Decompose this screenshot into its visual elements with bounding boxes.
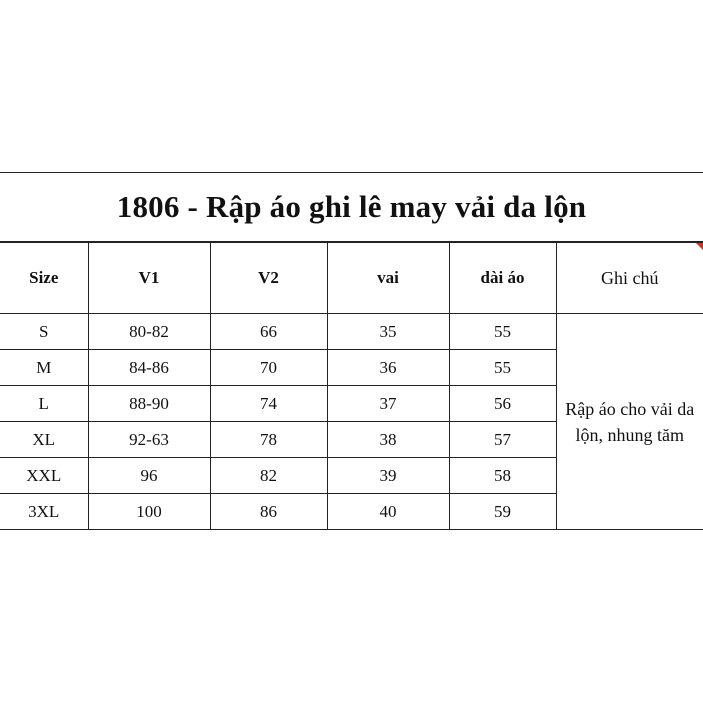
cell-v2: 78 [210,422,327,458]
note-cell: Rập áo cho vải da lộn, nhung tăm [556,314,703,530]
cell-v2: 70 [210,350,327,386]
header-dai-ao: dài áo [449,243,556,314]
cell-vai: 39 [327,458,449,494]
cell-vai: 40 [327,494,449,530]
sheet-title: 1806 - Rập áo ghi lê may vải da lộn [0,172,703,242]
cell-v1: 80-82 [88,314,210,350]
cell-vai: 38 [327,422,449,458]
cell-v2: 82 [210,458,327,494]
cell-dai-ao: 55 [449,314,556,350]
size-table [0,242,703,530]
cell-size: 3XL [0,494,88,530]
cell-v2: 74 [210,386,327,422]
cell-v1: 100 [88,494,210,530]
cell-dai-ao: 55 [449,350,556,386]
cell-size: L [0,386,88,422]
cell-v1: 96 [88,458,210,494]
comment-marker-icon [696,243,703,250]
header-size: Size [0,243,88,314]
cell-dai-ao: 58 [449,458,556,494]
header-ghi-chu: Ghi chú [556,243,703,314]
cell-v1: 88-90 [88,386,210,422]
cell-vai: 35 [327,314,449,350]
cell-size: XL [0,422,88,458]
cell-dai-ao: 56 [449,386,556,422]
header-row [0,243,703,314]
cell-v1: 92-63 [88,422,210,458]
header-v2: V2 [210,243,327,314]
cell-size: M [0,350,88,386]
cell-size: S [0,314,88,350]
cell-vai: 36 [327,350,449,386]
cell-v2: 66 [210,314,327,350]
cell-size: XXL [0,458,88,494]
table-row [0,314,703,350]
cell-v2: 86 [210,494,327,530]
cell-vai: 37 [327,386,449,422]
cell-dai-ao: 59 [449,494,556,530]
cell-dai-ao: 57 [449,422,556,458]
header-vai: vai [327,243,449,314]
cell-v1: 84-86 [88,350,210,386]
header-v1: V1 [88,243,210,314]
